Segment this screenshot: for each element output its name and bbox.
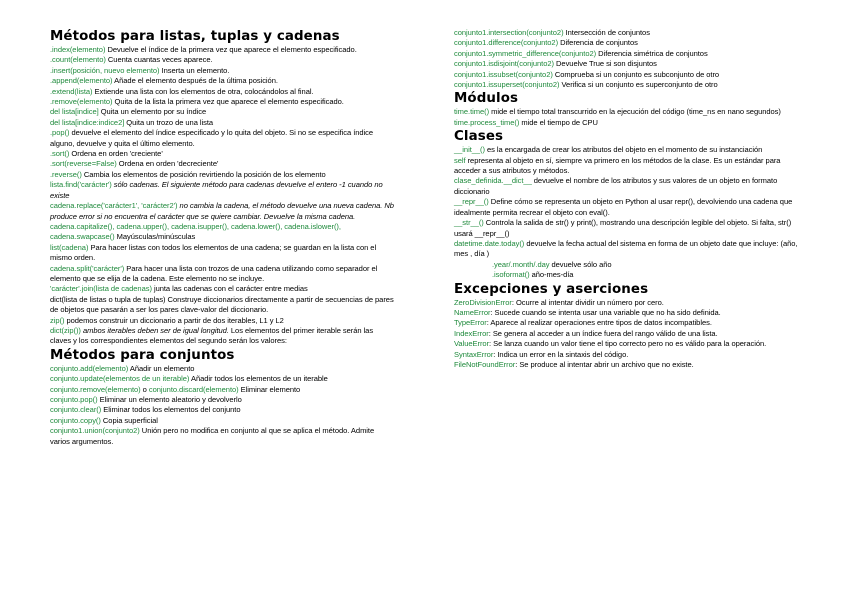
code-term: TypeError [454,318,487,328]
reference-entry [50,326,395,347]
description-text: Quita de la lista la primera vez que aparece el elemento especificado. [112,97,344,107]
code-term: time.process_time() [454,117,520,127]
reference-entry [454,70,800,80]
description-text: : Se produce al intentar abrir un archivo que no existe. [515,359,694,369]
reference-entry [454,49,800,59]
reference-entry [454,197,800,218]
code-term: datetime.date.today() [454,238,525,248]
code-term: zip() [50,315,65,325]
code-term: .reverse() [50,169,82,179]
description-text: Añadir un elemento [128,363,195,373]
description-text: Ordena en orden 'decreciente' [116,159,219,169]
code-term: conjunto.pop() [50,395,98,404]
description-text: junta las cadenas con el carácter entre medias [151,284,308,294]
code-term: .sort(reverse=False) [50,159,117,169]
reference-entry [50,201,395,222]
code-term: cadena.split('carácter') [50,263,125,273]
code-term: conjunto.copy() [50,415,101,425]
description-text: devuelve el nombre de los atributos y sus valores de un objeto en formato diccionario [454,176,778,196]
description-text: devuelve sólo año [549,259,612,269]
description-text: : Se lanza cuando un valor tiene el tipo correcto pero no es válido para la operación. [489,339,767,349]
reference-entry [50,395,395,405]
code-term: .sort() [50,149,70,159]
description-text: Para hacer una lista con trozos de una cadena utilizando como separador el elemento que se elija de la cadena. Este elemento no se incluye. [50,263,378,283]
description-text: Define cómo se representa un objeto en Python al usar repr(), devolviendo una cadena que idealmente permita recrear el objeto con eval(). [454,197,793,217]
reference-entry [50,97,395,107]
reference-entry [454,156,800,177]
reference-entry [454,118,800,128]
section-heading: Excepciones y aserciones [454,281,649,297]
description-text: dict(lista de listas o tupla de tuplas) Construye diccionarios directamente a partir de secuencias de pares de objetos que pasarán a ser los pares clave-valor del diccionario. [50,294,394,315]
code-term: .isoformat() [492,270,530,280]
description-text: : Se genera al acceder a un índice fuera del rango válido de una lista. [488,328,718,338]
code-term: .extend(lista) [50,86,93,96]
code-term: 'carácter'.join(lista de cadenas) [50,284,152,294]
reference-entry [50,149,395,159]
description-text: no cambia la cadena, el método devuelve una nueva cadena. Nb produce error si no encuentra el carácter que se quiere cambiar. Devuelve la misma cadena. [50,201,394,221]
description-text: Controla la salida de str() y print(), mostrando una descripción legible del objeto. Si falta, str() usará __repr__() [454,218,792,238]
description-text: : Ocurre al intentar dividir un número por cero. [511,297,664,307]
description-text: Diferencia simétrica de conjuntos [596,48,708,58]
code-term: conjunto1.symmetric_difference(conjunto2) [454,48,597,58]
reference-entry [50,159,395,169]
reference-entry [454,360,800,370]
code-term: conjunto1.difference(conjunto2) [454,38,559,48]
code-term: __repr__() [454,197,489,207]
left-column [50,28,395,447]
reference-entry [454,339,800,349]
code-term: IndexError [454,328,489,338]
description-text: Quita un trozo de una lista [124,117,214,127]
code-term: time.time() [454,107,490,117]
description-text: Añade el elemento después de la última posición. [112,76,278,86]
section-heading: Métodos para conjuntos [50,347,235,363]
reference-entry [50,180,395,201]
description-text: ambos iterables deben ser de igual longitud. [80,325,229,335]
description-text: Diferencia de conjuntos [558,38,638,48]
reference-entry [454,260,800,270]
reference-entry [50,55,395,65]
description-text: Intersección de conjuntos [563,28,650,37]
code-term: dict(zip()) [50,325,81,335]
code-term: SyntaxError [454,349,494,359]
description-text: o [140,384,149,394]
code-term: ValueError [454,339,490,349]
code-term: __init__() [454,145,485,155]
code-term: ZeroDivisionError [454,297,512,307]
reference-entry [454,350,800,360]
reference-entry [454,38,800,48]
code-term: cadena.replace('carácter1', 'carácter2') [50,201,178,211]
reference-entry [454,329,800,339]
description-text: Eliminar todos los elementos del conjunto [101,405,241,415]
reference-entry [454,59,800,69]
reference-entry [50,45,395,55]
description-text: Inserta un elemento. [159,65,230,75]
description-text: Los elementos del primer iterable serán las claves y los correspondientes elementos del segundo serán los valores: [50,325,374,346]
code-term: lista.find('carácter') [50,180,112,190]
code-term: conjunto1.issuperset(conjunto2) [454,80,560,90]
description-text: Añadir todos los elementos de un iterable [189,374,328,384]
code-term: conjunto.discard(elemento) [148,384,239,394]
description-text: : Aparece al realizar operaciones entre tipos de datos incompatibles. [486,318,712,328]
code-term: del lista[indice] [50,107,99,117]
reference-entry [50,416,395,426]
reference-entry [454,318,800,328]
code-term: conjunto.remove(elemento) [50,384,141,394]
description-text: Eliminar un elemento aleatorio y devolverlo [97,395,242,404]
right-column [454,28,800,370]
reference-entry [454,176,800,197]
description-text: Para hacer listas con todos los elementos de una cadena; se guardan en la lista con el mismo orden. [50,242,377,263]
code-term: FileNotFoundError [454,359,516,369]
code-term: .year/.month/.day [492,259,550,269]
description-text: : Indica un error en la sintaxis del código. [493,349,629,359]
code-term: conjunto.clear() [50,405,102,415]
description-text: Quita un elemento por su índice [98,107,207,117]
description-text: Mayúsculas/minúsculas [114,232,196,242]
reference-entry [454,239,800,260]
reference-entry [454,298,800,308]
code-term: .index(elemento) [50,45,106,54]
reference-entry [50,264,395,285]
reference-entry [50,385,395,395]
reference-entry [50,426,395,447]
description-text: devuelve el elemento del índice especificado y lo quita del objeto. Si no se especifica índice alguno, devuelve y quita el último elemento. [50,128,374,148]
reference-entry [454,107,800,117]
description-text: podemos construir un diccionario a partir de dos iterables, L1 y L2 [64,315,284,325]
description-text: mide el tiempo total transcurrido en la ejecución del código (time_ns en nano segundos) [489,107,781,117]
reference-entry [50,222,395,243]
reference-entry [50,316,395,326]
reference-entry [50,118,395,128]
code-term: .count(elemento) [50,55,106,65]
reference-entry [454,28,800,38]
section-heading: Clases [454,129,504,145]
code-term: conjunto.update(elementos de un iterable) [50,374,190,384]
code-term: __str__() [454,218,484,228]
description-text: año-mes-día [529,270,574,280]
code-term: .insert(posición, nuevo elemento) [50,65,160,75]
description-text: Extiende una lista con los elementos de otra, colocándolos al final. [92,86,314,96]
reference-entry [50,87,395,97]
reference-entry [50,66,395,76]
code-term: del lista[indice:indice2] [50,117,125,127]
reference-entry [50,107,395,117]
code-term: conjunto.add(elemento) [50,363,129,373]
description-text: sólo cadenas. El siguiente método para cadenas devuelve el entero -1 cuando no existe [50,180,383,200]
reference-entry [50,76,395,86]
code-term: conjunto1.issubset(conjunto2) [454,69,553,79]
section-heading: Métodos para listas, tuplas y cadenas [50,29,340,44]
reference-entry [454,80,800,90]
description-text: Cambia los elementos de posición revirtiendo la posición de los elemento [81,169,326,179]
code-term: cadena.capitalize(), cadena.upper(), cadena.isupper(), cadena.lower(), cadena.islower(), cadena.swapcase() [50,221,341,242]
description-text: mide el tiempo de CPU [519,117,598,127]
code-term: NameError [454,307,491,317]
code-term: conjunto1.intersection(conjunto2) [454,28,564,37]
code-term: list(cadena) [50,242,89,252]
reference-entry [50,170,395,180]
description-text: Comprueba si un conjunto es subconjunto de otro [552,69,720,79]
description-text: Devuelve el índice de la primera vez que aparece el elemento especificado. [105,45,357,54]
reference-entry [50,374,395,384]
description-text: devuelve la fecha actual del sistema en forma de un objeto date que incluye: (año, mes , día ) [454,238,798,259]
reference-entry [50,243,395,264]
reference-entry [454,218,800,239]
description-text: Ordena en orden 'creciente' [69,149,163,159]
reference-entry [454,308,800,318]
code-term: conjunto1.union(conjunto2) [50,426,140,436]
reference-entry [50,405,395,415]
code-term: .append(elemento) [50,76,113,86]
reference-entry [50,128,395,149]
reference-entry [50,364,395,374]
description-text: es la encargada de crear los atributos del objeto en el momento de su instanciación [484,145,763,155]
description-text: Unión pero no modifica en conjunto al que se aplica el método. Admite varios argumentos. [50,426,375,446]
section-heading: Módulos [454,91,519,107]
code-term: self [454,155,466,165]
description-text: Copia superficial [100,415,158,425]
reference-entry [454,270,800,280]
description-text: Devuelve True si son disjuntos [553,59,657,69]
description-text: representa al objeto en sí, siempre va primero en los métodos de la clase. Es un estándar para acceder a sus atributos y métodos. [454,155,781,176]
reference-entry [50,295,395,316]
reference-entry [50,284,395,294]
description-text: Cuenta cuantas veces aparece. [105,55,213,65]
description-text: Eliminar elemento [238,384,301,394]
description-text: : Sucede cuando se intenta usar una variable que no ha sido definida. [490,307,721,317]
reference-entry [454,145,800,155]
code-term: clase_definida.__dict__ [454,176,532,186]
code-term: conjunto1.isdisjoint(conjunto2) [454,59,554,69]
code-term: .pop() [50,128,70,138]
code-term: .remove(elemento) [50,97,113,107]
description-text: Verifica si un conjunto es superconjunto de otro [559,80,718,90]
